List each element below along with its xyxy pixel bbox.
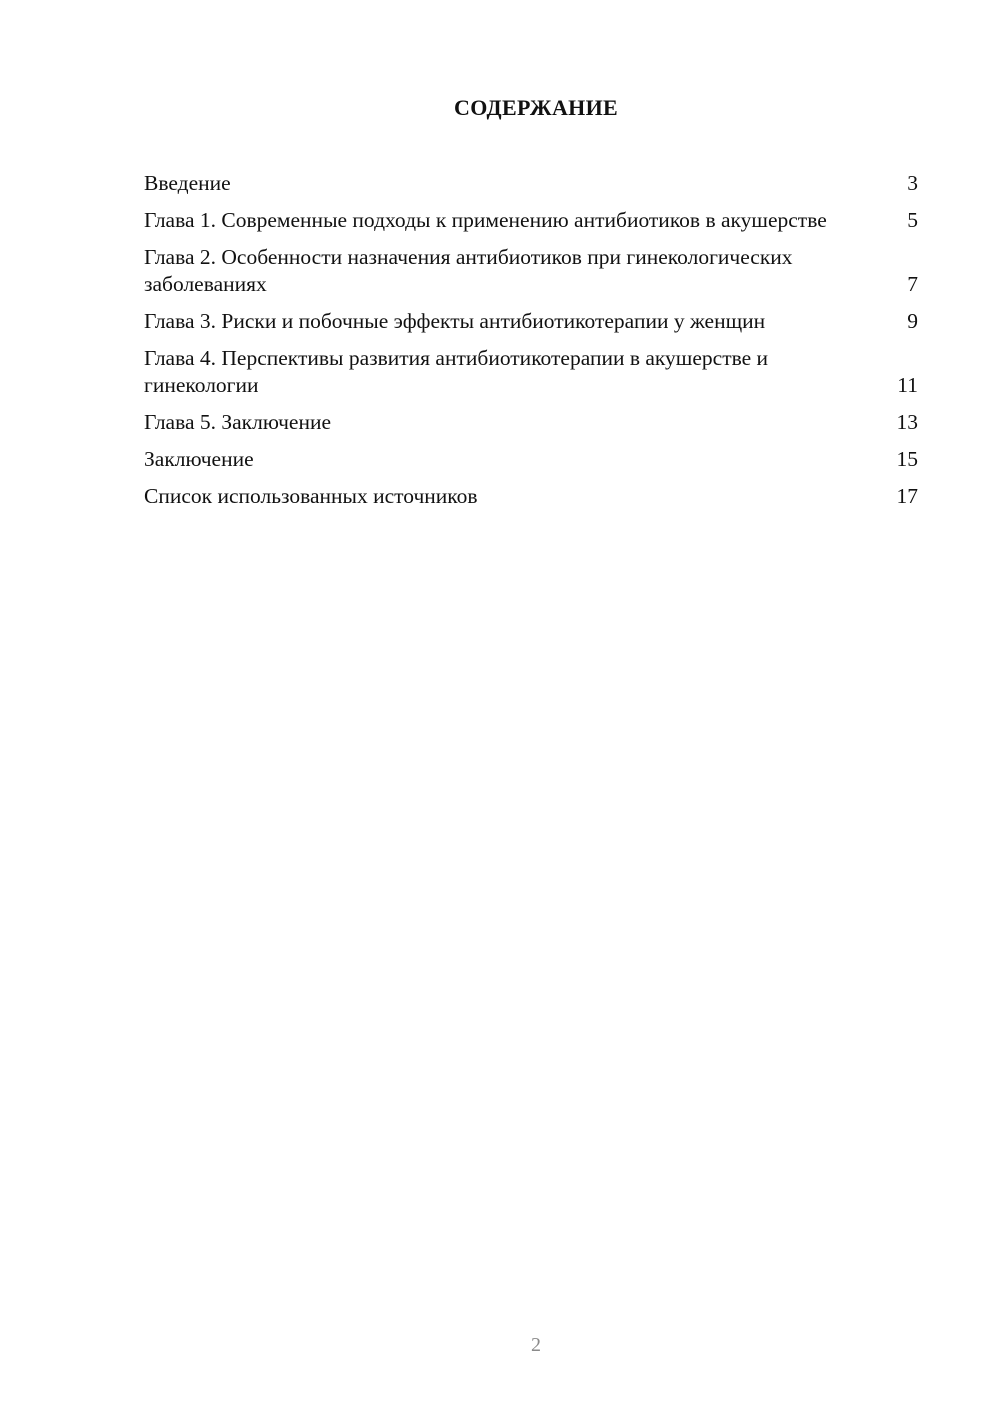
toc-entry-page: 9 <box>907 309 918 333</box>
toc-entry-page: 5 <box>907 208 918 232</box>
toc-entry-title: Глава 3. Риски и побочные эффекты антибиотикотерапии у женщин <box>144 309 766 333</box>
toc-entry-chapter-1[interactable] <box>144 207 918 234</box>
toc-entry-references[interactable] <box>144 483 918 510</box>
toc-entry-conclusion[interactable] <box>144 446 918 473</box>
toc-entry-chapter-3[interactable] <box>144 308 918 335</box>
toc-entry-page: 13 <box>896 410 918 434</box>
toc-entry-page: 7 <box>907 272 918 296</box>
table-of-contents <box>144 170 918 520</box>
page-title: СОДЕРЖАНИЕ <box>454 95 618 120</box>
toc-entry-page: 3 <box>907 171 918 195</box>
toc-entry-title: Глава 5. Заключение <box>144 410 332 434</box>
toc-entry-title: Введение <box>144 171 231 195</box>
toc-entry-title: Глава 4. Перспективы развития антибиотикотерапии в акушерстве и гинекологии <box>144 346 769 397</box>
toc-entry-introduction[interactable] <box>144 170 918 197</box>
toc-entry-chapter-2[interactable] <box>144 244 918 298</box>
page-number: 2 <box>531 1334 541 1356</box>
toc-entry-page: 11 <box>897 373 918 397</box>
toc-entry-page: 17 <box>896 484 918 508</box>
toc-entry-chapter-5[interactable] <box>144 409 918 436</box>
toc-entry-title: Список использованных источников <box>144 484 478 508</box>
toc-entry-chapter-4[interactable] <box>144 345 918 399</box>
toc-entry-title: Заключение <box>144 447 254 471</box>
toc-entry-title: Глава 1. Современные подходы к применению антибиотиков в акушерстве <box>144 208 827 232</box>
toc-entry-page: 15 <box>896 447 918 471</box>
toc-entry-title: Глава 2. Особенности назначения антибиотиков при гинекологических заболеваниях <box>144 245 793 296</box>
